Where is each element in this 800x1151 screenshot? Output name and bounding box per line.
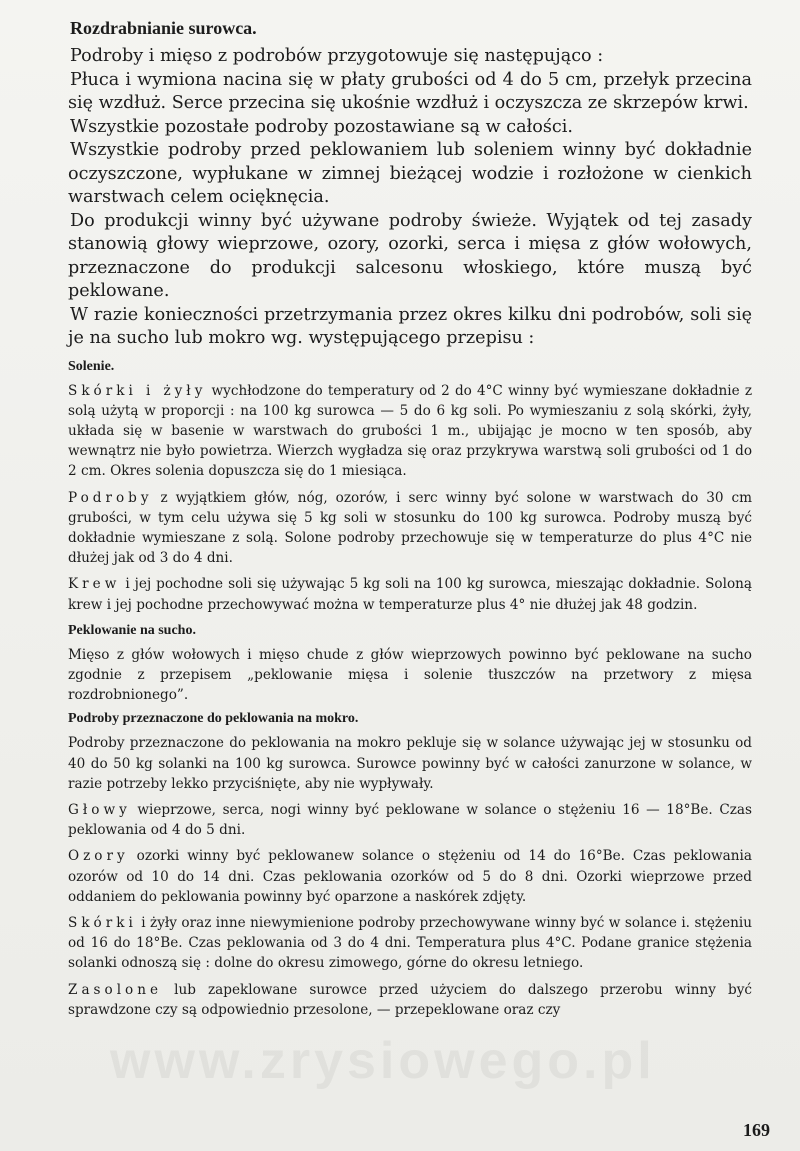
- paragraph-text: wychłodzone do temperatury od 2 do 4°C winny być wymieszane dokładnie z solą użytą w proporcji : na 100 kg surowca — 5 do 6 kg soli. Po wymieszaniu z solą skórki, żyły, układa się w basenie w warstwach do grubości 1 m., ubijając je mocno w ten sposób, aby wewnątrz nie było powietrza. Wierzch wygładza się oraz przykrywa warstwą soli grubości od 1 do 2 cm. Okres solenia dopuszcza się do 1 miesiąca.: [68, 382, 752, 480]
- paragraph-lead: Skórki i żyły: [68, 382, 207, 399]
- body-paragraph: Podroby przeznaczone do peklowania na mokro pekluje się w solance używając jej w stosunku od 40 do 50 kg solanki na 100 kg surowca. Surowce powinny być w całości zanurzone w solance, w razie potrzeby lekko przyciśnięte, aby nie wypływały.: [68, 735, 752, 792]
- intro-paragraph: W razie konieczności przetrzymania przez okres kilku dni podrobów, soli się je na sucho lub mokro wg. występującego przepisu :: [68, 304, 752, 348]
- intro-paragraph: Wszystkie podroby przed peklowaniem lub soleniem winny być dokładnie oczyszczone, wypłukane w zimnej bieżącej wodzie i rozłożone w cienkich warstwach celem ocięknęcia.: [68, 140, 752, 207]
- paragraph-lead: Skórki: [68, 914, 137, 931]
- paragraph-lead: Podroby: [68, 489, 153, 506]
- intro-paragraph: Do produkcji winny być używane podroby świeże. Wyjątek od tej zasady stanowią głowy wieprzowe, ozory, ozorki, serca i mięsa z głów wołowych, przeznaczone do produkcji salcesonu włoskiego, które muszą być peklowane.: [68, 210, 752, 301]
- section-heading: Podroby przeznaczone do peklowania na mokro.: [68, 711, 359, 727]
- section-heading: Peklowanie na sucho.: [68, 622, 196, 638]
- body-paragraph: [68, 800, 752, 840]
- paragraph-text: wieprzowe, serca, nogi winny być peklowane w solance o stężeniu 16 — 18°Be. Czas peklowania od 4 do 5 dni.: [68, 801, 752, 839]
- body-paragraph: [68, 846, 752, 907]
- paragraph-lead: Krew: [68, 576, 121, 593]
- paragraph-lead: Ozory: [68, 848, 129, 865]
- paragraph-text: i jej pochodne soli się używając 5 kg soli na 100 kg surowca, mieszając dokładnie. Soloną krew i jej pochodne przechowywać można w temperaturze plus 4° nie dłużej jak 48 godzin.: [68, 576, 752, 613]
- paragraph-lead: Zasolone: [68, 981, 163, 998]
- paragraph-text: z wyjątkiem głów, nóg, ozorów, i serc winny być solone w warstwach do 30 cm grubości, w tym celu używa się 5 kg soli w stosunku do 100 kg surowca. Podroby muszą być dokładnie wymieszane z solą. Solone podroby przechowuje się w temperaturze do plus 4°C nie dłużej jak od 3 do 4 dni.: [68, 489, 752, 567]
- paragraph-text: ozorki winny być peklowanew solance o stężeniu od 14 do 16°Be. Czas peklowania ozorów od 10 do 14 dni. Czas peklowania ozorków od 5 do 8 dni. Ozorki wieprzowe przed oddaniem do peklowania powinny być oparzone a naskórek zdjęty.: [68, 848, 752, 905]
- section-peklowanie-mokro: [68, 711, 752, 1020]
- section-peklowanie-sucho: [68, 623, 752, 706]
- paragraph-text: lub zapeklowane surowce przed użyciem do dalszego przerobu winny być sprawdzone czy są odpowiednio przesolone, — przepeklowane oraz czy: [68, 981, 752, 1018]
- body-paragraph: [68, 488, 752, 569]
- paragraph-text: i żyły oraz inne niewymienione podroby przechowywane winny być w solance i. stężeniu od 16 do 18°Be. Czas peklowania od 3 do 4 dni. Temperatura plus 4°C. Podane granice stężenia solanki odnoszą się : dolne do okresu zimowego, górne do okresu letniego.: [68, 914, 752, 972]
- watermark: www.zrysiowego.pl: [110, 1032, 656, 1090]
- body-paragraph: [68, 574, 752, 614]
- body-paragraph: Mięso z głów wołowych i mięso chude z głów wieprzowych powinno być peklowane na sucho zgodnie z przepisem „peklowanie mięsa i solenie tłuszczów na przetwory z mięsa rozdrobnionego”.: [68, 646, 752, 704]
- section-solenie: [68, 359, 752, 615]
- intro-section: [68, 45, 752, 351]
- body-paragraph: [68, 913, 752, 974]
- intro-paragraph: Podroby i mięso z podrobów przygotowuje się następująco :: [70, 46, 604, 66]
- section-heading: Solenie.: [68, 358, 115, 374]
- body-paragraph: [68, 980, 752, 1020]
- intro-paragraph: Płuca i wymiona nacina się w płaty grubości od 4 do 5 cm, przełyk przecina się wzdłuż. Serce przecina się ukośnie wzdłuż i oczyszcza ze skrzepów krwi.: [68, 69, 752, 113]
- page-title: Rozdrabnianie surowca.: [70, 18, 257, 38]
- page-number: 169: [743, 1120, 770, 1140]
- paragraph-lead: Głowy: [68, 801, 131, 818]
- intro-paragraph: Wszystkie pozostałe podroby pozostawiane są w całości.: [70, 116, 573, 137]
- body-paragraph: [68, 381, 752, 482]
